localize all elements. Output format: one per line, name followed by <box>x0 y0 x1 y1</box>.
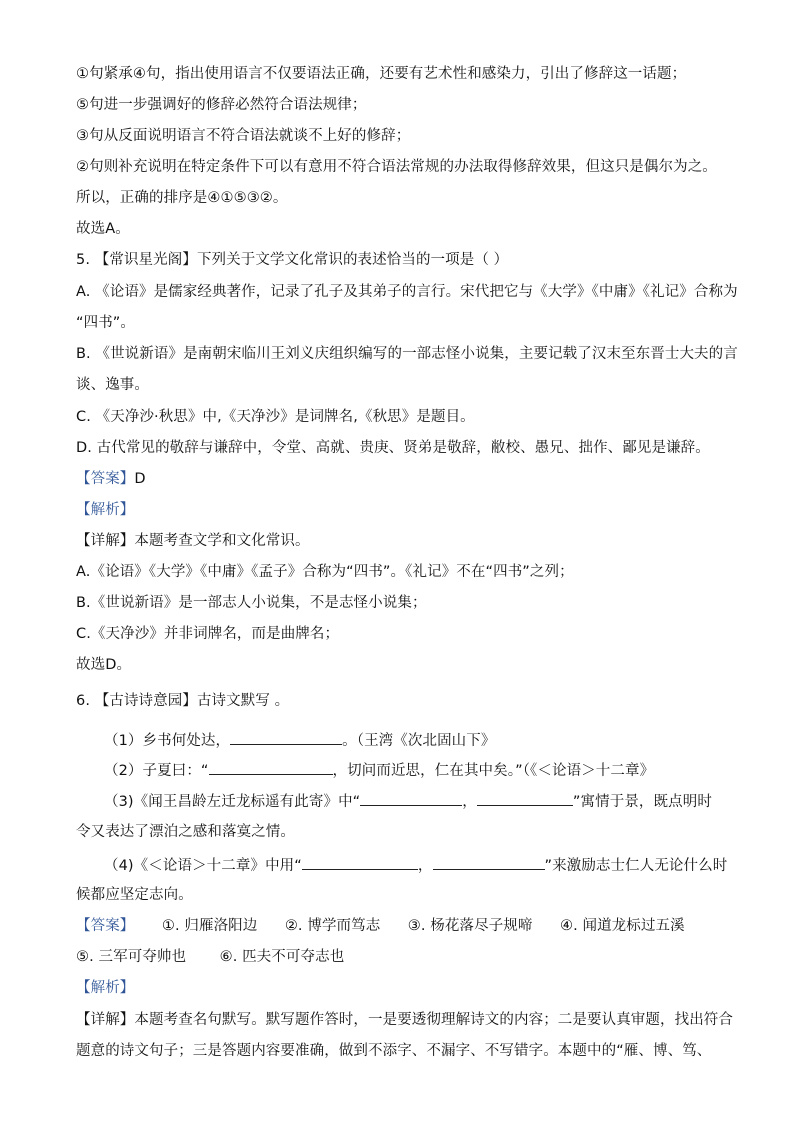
answer-item: ④. 闻道龙标过五溪 <box>559 918 685 934</box>
q6-stem-text: 古诗文默写 。 <box>196 693 290 709</box>
q5-option-d: D. 古代常见的敬辞与谦辞中，令堂、高就、贵庚、贤弟是敬辞，敝校、愚兄、拙作、鄙见是谦辞。 <box>76 440 710 456</box>
q5-answer <box>76 469 146 489</box>
answer-item: ③. 杨花落尽子规啼 <box>407 918 533 934</box>
q6-answers-row-2 <box>76 947 344 967</box>
question-5-stem: 5. 【常识星光阁】下列关于文学文化常识的表述恰当的一项是（ ） <box>76 252 509 268</box>
answer-label: 【答案】 <box>76 918 135 934</box>
q6-stem-prefix: 6. 【古诗诗意园】 <box>76 693 197 709</box>
q6-detail-line: 题意的诗文句子；三是答题内容要准确，做到不添字、不漏字、不写错字。本题中的“雁、博、笃、 <box>76 1043 712 1059</box>
answer-item: ⑥. 匹夫不可夺志也 <box>219 949 345 965</box>
detail-text: 本题考查文学和文化常识。 <box>134 533 310 549</box>
q6-sub-4-tail: ”来激励志士仁人无论什么时 <box>544 858 728 874</box>
analysis-line: ③句从反面说明语言不符合语法就谈不上好的修辞； <box>76 128 411 144</box>
q6-sub-4-comma: ， <box>417 858 433 874</box>
q6-sub-1 <box>104 730 495 751</box>
answer-item: ⑤. 三军可夺帅也 <box>76 949 187 965</box>
q6-sub-3-tail: ”寓情于景，既点明时 <box>572 794 712 810</box>
answer-value: D <box>134 471 146 487</box>
q6-sub-2-source: ，切问而近思，仁在其中矣。”（《＜论语＞十二章》 <box>332 763 655 779</box>
answer-blank[interactable] <box>433 855 545 870</box>
q6-sub-4-text: （4)《＜论语＞十二章》中用“ <box>104 858 302 874</box>
question-6-stem <box>76 691 289 711</box>
q6-sub-1-source: 。（王湾《次北固山下》 <box>342 733 496 749</box>
q5-detail-line: C.《天净沙》并非词牌名，而是曲牌名； <box>76 626 340 642</box>
q6-answers-row-1 <box>76 916 685 936</box>
q6-sub-1-text: （1）乡书何处达， <box>104 733 231 749</box>
q5-detail <box>76 531 310 551</box>
answer-blank[interactable] <box>230 730 342 745</box>
analysis-line: ⑤句进一步强调好的修辞必然符合语法规律； <box>76 97 367 113</box>
q6-sub-2-text: （2）子夏曰：“ <box>104 763 209 779</box>
detail-label: 【详解】 <box>76 533 135 549</box>
q5-detail-line: 故选D。 <box>76 657 132 673</box>
answer-item: ①. 归雁洛阳边 <box>161 918 258 934</box>
q6-sub-2 <box>104 760 654 781</box>
analysis-line: ①句紧承④句，指出使用语言不仅要语法正确，还要有艺术性和感染力，引出了修辞这一话题； <box>76 66 687 82</box>
answer-blank[interactable] <box>302 855 418 870</box>
analysis-line: ②句则补充说明在特定条件下可以有意用不符合语法常规的办法取得修辞效果，但这只是偶尔为之。 <box>76 159 717 175</box>
answer-blank[interactable] <box>360 791 462 806</box>
q5-option-b: B. 《世说新语》是南朝宋临川王刘义庆组织编写的一部志怪小说集，主要记载了汉末至东晋士大夫的言 <box>76 346 738 362</box>
answer-label: 【答案】 <box>76 471 135 487</box>
detail-text: 本题考查名句默写。默写题作答时，一是要透彻理解诗文的内容；二是要认真审题，找出符合 <box>134 1012 734 1028</box>
q6-sub-3-cont: 令又表达了漂泊之感和落寞之情。 <box>76 824 295 840</box>
answer-blank[interactable] <box>477 791 573 806</box>
answer-blank[interactable] <box>209 760 333 775</box>
q5-option-a-cont: “四书”。 <box>76 315 136 331</box>
detail-label: 【详解】 <box>76 1012 135 1028</box>
q6-detail <box>76 1010 733 1030</box>
q6-analysis-label: 【解析】 <box>76 980 135 996</box>
q6-sub-3-comma: ， <box>462 794 477 810</box>
q5-option-c: C. 《天净沙·秋思》中,《天净沙》是词牌名,《秋思》是题目。 <box>76 409 475 425</box>
analysis-line: 故选A。 <box>76 221 130 237</box>
q6-sub-4-cont: 候都应坚定志向。 <box>76 887 193 903</box>
q5-analysis-label: 【解析】 <box>76 502 135 518</box>
answer-item: ②. 博学而笃志 <box>284 918 381 934</box>
q5-detail-line: A.《论语》《大学》《中庸》《孟子》合称为“四书”。《礼记》不在“四书”之列； <box>76 564 574 580</box>
analysis-line: 所以，正确的排序是④①⑤③②。 <box>76 190 288 206</box>
q5-detail-line: B.《世说新语》是一部志人小说集，不是志怪小说集； <box>76 595 427 611</box>
q6-sub-3-text: （3)《闻王昌龄左迁龙标遥有此寄》中“ <box>104 794 361 810</box>
q5-option-b-cont: 谈、逸事。 <box>76 377 149 393</box>
q5-option-a: A. 《论语》是儒家经典著作，记录了孔子及其弟子的言行。宋代把它与《大学》《中庸》《礼记》合称为 <box>76 284 738 300</box>
q6-sub-4 <box>104 855 727 876</box>
q6-sub-3 <box>104 791 712 812</box>
